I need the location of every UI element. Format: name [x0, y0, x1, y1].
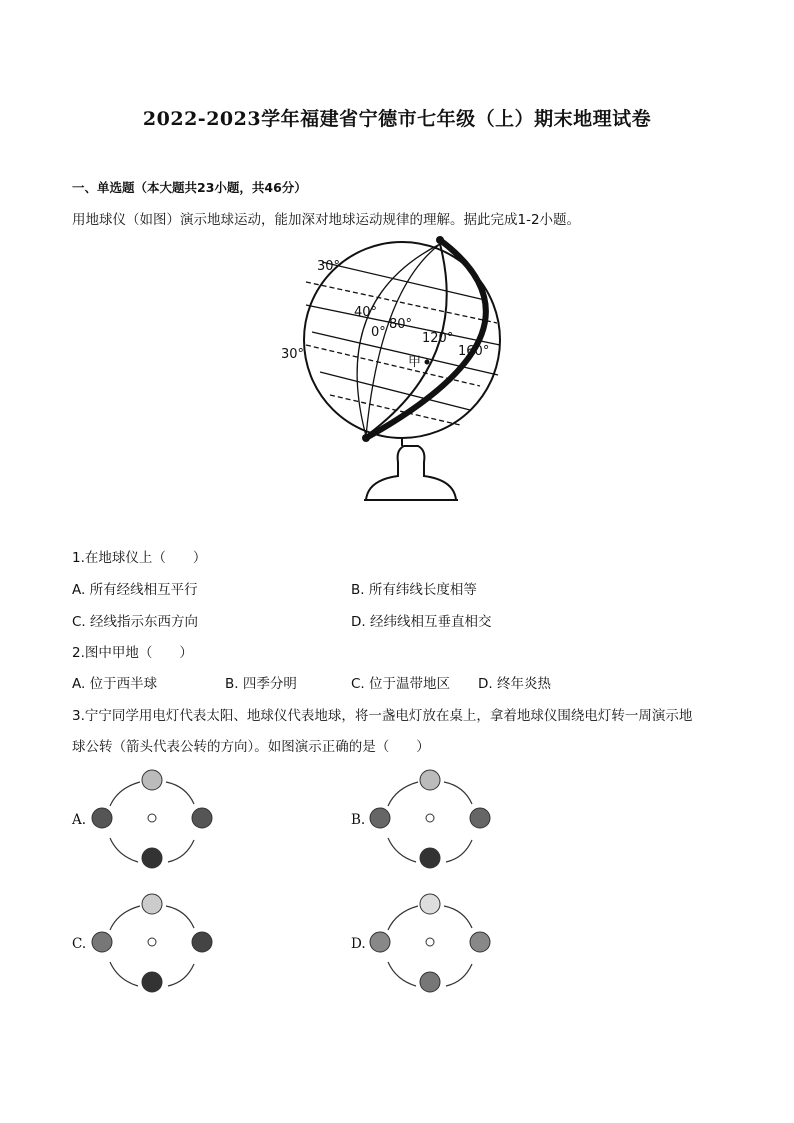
q1-option-d[interactable]: D. 经纬线相互垂直相交 [351, 614, 492, 630]
label-lon-160: 160° [458, 344, 490, 359]
label-lon-0: 0° [371, 325, 386, 340]
question-3-stem-line1: 3.宁宁同学用电灯代表太阳、地球仪代表地球，将一盏电灯放在桌上，拿着地球仪围绕电灯转一周演示地 [72, 708, 693, 724]
q1-option-a[interactable]: A. 所有经线相互平行 [72, 582, 198, 598]
section-heading: 一、单选题（本大题共23小题，共46分） [72, 180, 307, 195]
q3-option-b-figure[interactable] [366, 766, 496, 882]
label-lon-40: 40° [354, 305, 378, 320]
q3-option-c-figure[interactable] [88, 890, 218, 1006]
page-title: 2022-2023学年福建省宁德市七年级（上）期末地理试卷 [142, 108, 652, 130]
label-point-jia: 甲 [408, 355, 422, 370]
q3-option-a-label[interactable]: A. [72, 812, 87, 828]
question-1-stem: 1.在地球仪上（ ） [72, 550, 207, 566]
q3-option-d-label[interactable]: D. [351, 936, 366, 952]
q2-option-b[interactable]: B. 四季分明 [225, 676, 297, 692]
label-lon-120: 120° [422, 331, 454, 346]
label-lat-30-bottom: 30° [281, 347, 305, 362]
globe-figure [276, 236, 536, 508]
q1-option-c[interactable]: C. 经线指示东西方向 [72, 614, 199, 630]
label-lon-80: 80° [389, 317, 413, 332]
q2-option-a[interactable]: A. 位于西半球 [72, 676, 158, 692]
q1-option-b[interactable]: B. 所有纬线长度相等 [351, 582, 477, 598]
globe-stand [366, 446, 456, 500]
question-3-stem-line2: 球公转（箭头代表公转的方向）。如图演示正确的是（ ） [72, 739, 430, 755]
question-2-stem: 2.图中甲地（ ） [72, 645, 193, 661]
q2-option-c[interactable]: C. 位于温带地区 [351, 676, 451, 692]
point-jia-marker [425, 360, 430, 365]
q3-option-a-figure[interactable] [88, 766, 218, 882]
label-lat-30-top: 30° [317, 259, 341, 274]
question-intro: 用地球仪（如图）演示地球运动，能加深对地球运动规律的理解。据此完成1-2小题。 [72, 212, 581, 228]
q3-option-b-label[interactable]: B. [351, 812, 366, 828]
q3-option-c-label[interactable]: C. [72, 936, 87, 952]
q2-option-d[interactable]: D. 终年炎热 [478, 676, 551, 692]
q3-option-d-figure[interactable] [366, 890, 496, 1006]
